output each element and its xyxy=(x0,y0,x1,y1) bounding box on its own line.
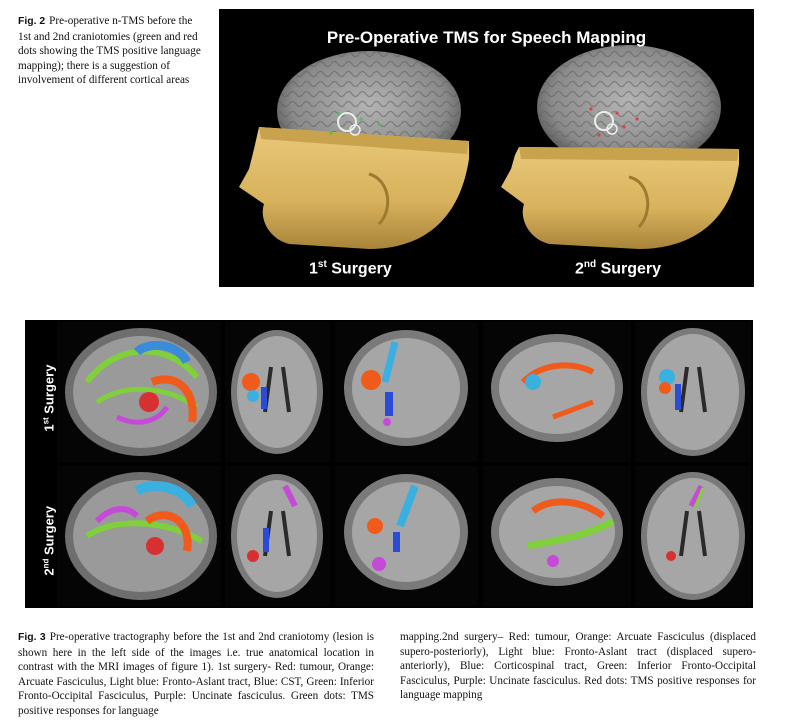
fig2-label: Fig. 2 xyxy=(18,16,46,27)
fig2-caption xyxy=(18,14,206,88)
fig2-label-right: 2nd Surgery xyxy=(575,259,662,278)
fig3-caption-right: mapping.2nd surgery– Red: tumour, Orange: Arcuate Fasciculus (displaced supero-posteriorly), Light blue: Fronto-Aslant tract (displaced supero-anteriorly), Blue: Corticospinal tract, Green: Inferior Fronto-Occipital Fasciculus, Purple: Uncinate fasciculus. Red dots: TMS positive responses for language mapping xyxy=(400,631,756,702)
fig3-label: Fig. 3 xyxy=(18,632,46,643)
fig3-image xyxy=(25,320,753,608)
fig3-caption-left-text: Pre-operative tractography before the 1st and 2nd craniotomy (lesion is shown here in the left side of the images i.e. true anatomical location in contrast with the MRI images of figure 1). 1st surgery- Red: tumour, Orange: Arcuate Fasciculus, Light blue: Fronto-Aslant tract, Blue: CST, Green: Inferior Fronto-Occipital Fasciculus, Purple: Uncinate fasciculus. Green dots: TMS positive responses for language xyxy=(18,631,374,717)
fig3-r2-axial-a xyxy=(225,466,330,606)
fig3-caption-left xyxy=(18,630,374,719)
tms-head-renderings xyxy=(219,9,754,287)
fig3-r1-sagittal-b xyxy=(483,322,631,462)
head-left xyxy=(239,51,469,249)
head-right xyxy=(501,45,739,249)
fig2-caption-text: Pre-operative n-TMS before the 1st and 2nd craniotomies (green and red dots showing the TMS positive language mapping); there is a suggestion of involvement of different cortical areas xyxy=(18,15,201,87)
fig3-r1-axial-a xyxy=(225,322,330,462)
fig2-image xyxy=(219,9,754,287)
fig3-r1-coronal xyxy=(335,322,478,462)
fig3-r2-sagittal-b xyxy=(483,466,631,606)
fig3-row1-label: 1st Surgery xyxy=(41,364,57,432)
fig3-r2-coronal xyxy=(335,466,478,606)
fig3-r2-sagittal xyxy=(57,466,221,606)
fig2-label-left: 1st Surgery xyxy=(309,259,392,278)
fig3-r1-axial-b xyxy=(635,322,751,462)
fig3-r1-sagittal xyxy=(57,322,221,462)
fig3-row2-label: 2nd Surgery xyxy=(41,505,57,576)
fig2-image-title: Pre-Operative TMS for Speech Mapping xyxy=(326,28,647,47)
fig3-r2-axial-b xyxy=(635,466,751,606)
